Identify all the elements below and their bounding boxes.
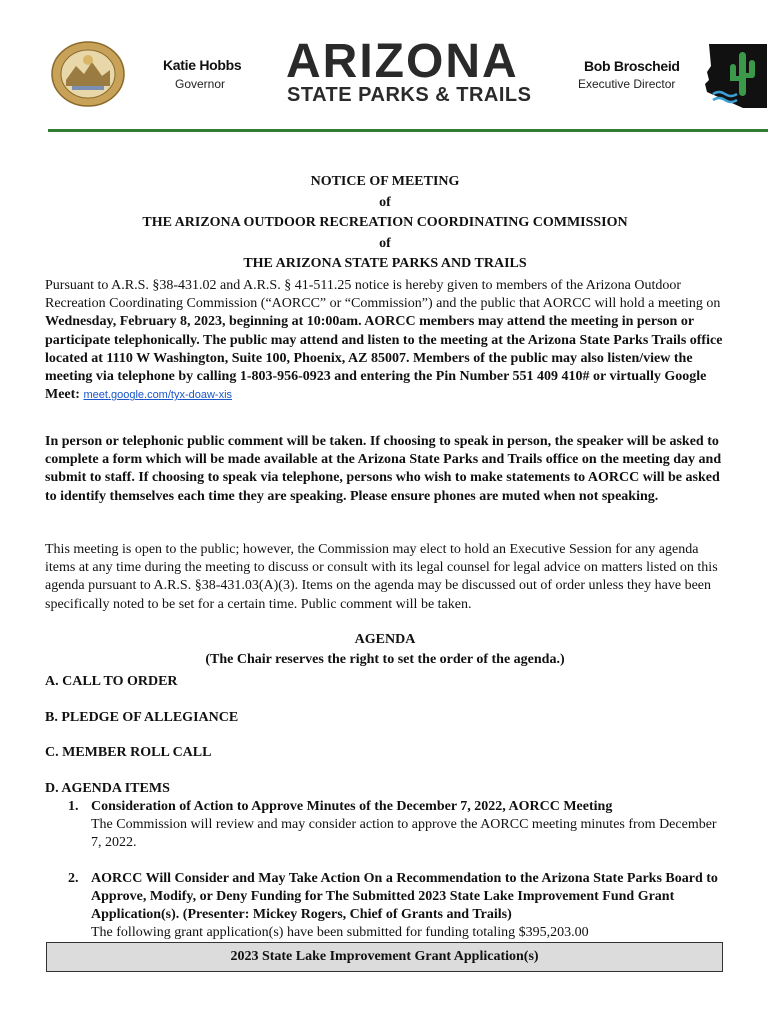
director-name: Bob Broscheid [584, 58, 680, 74]
title-line: of [379, 194, 391, 210]
grant-table-header: 2023 State Lake Improvement Grant Application(s) [46, 942, 723, 972]
governor-name: Katie Hobbs [163, 57, 242, 73]
logo-subtitle: STATE PARKS & TRAILS [287, 84, 532, 106]
public-comment-paragraph: In person or telephonic public comment will be taken. If choosing to speak in person, the speaker will be asked to complete a form which will be made available at the Arizona State Parks and Trails office on the meeting day and submit to staff. If choosing to speak via telephone, persons who wish to make statements to AORCC will be asked to identify themselves each time they are speaking. Please ensure phones are muted when not speaking. [45, 434, 722, 504]
notice-intro: Pursuant to A.R.S. §38-431.02 and A.R.S. § 41-511.25 notice is hereby given to members of the Arizona Outdoor Recreation Coordinating Commission (“AORCC” or “Commission”) and the public that AORCC will hold a meeting on [45, 278, 721, 312]
agenda-title: AGENDA [354, 632, 416, 647]
arizona-state-seal-icon [50, 40, 126, 108]
executive-session-paragraph: This meeting is open to the public; however, the Commission may elect to hold an Executive Session for any agenda items at any time during the meeting to discuss or consult with its legal counsel for legal advice on matters listed on this agenda pursuant to A.R.S. §38-431.03(A)(3). Items on the agenda may be discussed out of order unless they have been specifically noted to be set for a certain time. Public comment will be taken. [45, 542, 718, 612]
agenda-item-number: 2. [68, 871, 79, 886]
agenda-item [68, 870, 728, 942]
agenda-item-title: Consideration of Action to Approve Minutes of the December 7, 2022, AORCC Meeting [91, 799, 613, 814]
agenda-item-description: The following grant application(s) have been submitted for funding totaling $395,203.00 [91, 925, 589, 940]
letterhead [0, 0, 770, 140]
agenda-section-pledge: B. PLEDGE OF ALLEGIANCE [45, 710, 239, 725]
agenda-item [68, 798, 728, 852]
meeting-notice-paragraph [45, 277, 730, 404]
title-line: of [379, 235, 391, 251]
arizona-cactus-logo-icon [703, 42, 769, 110]
agenda-item-description: The Commission will review and may consider action to approve the AORCC meeting minutes from December 7, 2022. [91, 817, 717, 850]
agenda-section-roll-call: C. MEMBER ROLL CALL [45, 745, 212, 760]
title-line: THE ARIZONA STATE PARKS AND TRAILS [243, 256, 527, 271]
agenda-subtitle: (The Chair reserves the right to set the order of the agenda.) [205, 652, 565, 667]
agenda-section-items: D. AGENDA ITEMS [45, 781, 170, 796]
notice-details: Wednesday, February 8, 2023, beginning at 10:00am. AORCC members may attend the meeting in person or participate telephonically. The public may attend and listen to the meeting at the Arizona State Parks Trails office located at 1110 W Washington, Suite 100, Phoenix, AZ 85007. Members of the public may also listen/view the meeting via telephone by calling 1-803-956-0923 and entering the Pin Number 551 409 410# or virtually Google Meet: [45, 314, 723, 403]
agenda-section-call-to-order: A. CALL TO ORDER [45, 674, 178, 689]
agenda-item-title: AORCC Will Consider and May Take Action On a Recommendation to the Arizona State Parks Board to Approve, Modify, or Deny Funding for The Submitted 2023 State Lake Improvement Fund Grant Application(s). (Presenter: Mickey Rogers, Chief of Grants and Trails) [91, 871, 718, 922]
logo-wordmark: ARIZONA [286, 35, 519, 88]
governor-title: Governor [175, 77, 226, 91]
notice-title [0, 172, 770, 275]
title-line: THE ARIZONA OUTDOOR RECREATION COORDINATING COMMISSION [142, 215, 628, 230]
google-meet-link[interactable]: meet.google.com/tyx-doaw-xis [83, 389, 233, 402]
title-line: NOTICE OF MEETING [310, 174, 460, 189]
director-title: Executive Director [578, 77, 676, 91]
agenda-item-number: 1. [68, 799, 79, 814]
header-divider [48, 129, 768, 132]
agenda-heading [0, 630, 770, 670]
